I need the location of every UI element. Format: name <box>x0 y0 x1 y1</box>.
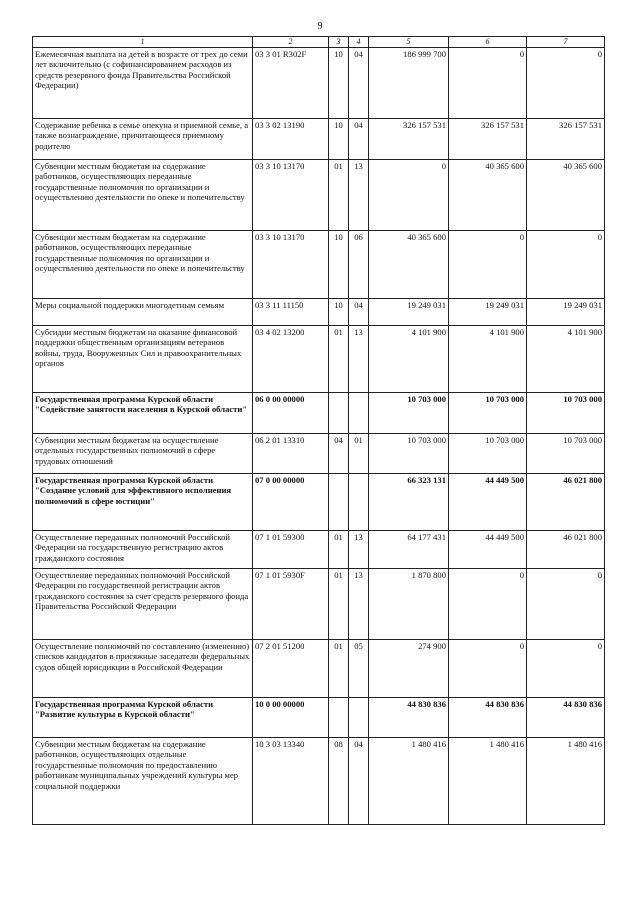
row-code: 03 3 11 11150 <box>253 298 329 325</box>
row-amount-2: 10 703 000 <box>449 392 527 433</box>
row-amount-3: 10 703 000 <box>527 433 605 473</box>
row-section: 01 <box>329 159 349 230</box>
row-section: 10 <box>329 298 349 325</box>
table-row <box>33 298 605 325</box>
row-subsection: 05 <box>349 639 369 697</box>
row-name: Осуществление переданных полномочий Российской Федерации по государственной регистрации актов гражданского состояния за счет средств резервного фонда Правительства Российской Федерации <box>33 568 253 639</box>
row-amount-2: 326 157 531 <box>449 118 527 159</box>
row-amount-2: 4 101 900 <box>449 325 527 392</box>
row-amount-1: 10 703 000 <box>369 433 449 473</box>
row-amount-1: 64 177 431 <box>369 530 449 568</box>
row-subsection: 06 <box>349 230 369 298</box>
column-header-name: 1 <box>33 37 253 48</box>
row-section: 10 <box>329 118 349 159</box>
table-row <box>33 47 605 118</box>
row-subsection <box>349 697 369 737</box>
row-amount-2: 44 449 500 <box>449 473 527 530</box>
row-name: Ежемесячная выплата на детей в возрасте от трех до семи лет включительно (с софинансированием расходов из средств резервного фонда Правительства Российской Федерации) <box>33 47 253 118</box>
row-amount-3: 40 365 600 <box>527 159 605 230</box>
row-section <box>329 697 349 737</box>
row-section: 01 <box>329 530 349 568</box>
row-code: 03 4 02 13200 <box>253 325 329 392</box>
row-amount-1: 274 900 <box>369 639 449 697</box>
row-name: Меры социальной поддержки многодетным семьям <box>33 298 253 325</box>
table-row <box>33 230 605 298</box>
row-code: 10 3 03 13340 <box>253 737 329 824</box>
row-section <box>329 392 349 433</box>
row-amount-2: 40 365 600 <box>449 159 527 230</box>
column-header-section: 3 <box>329 37 349 48</box>
row-code: 03 3 10 13170 <box>253 159 329 230</box>
row-code: 03 3 02 13190 <box>253 118 329 159</box>
row-subsection: 13 <box>349 325 369 392</box>
page-number: 9 <box>317 21 323 32</box>
row-amount-1: 1 870 800 <box>369 568 449 639</box>
row-name: Субвенции местным бюджетам на содержание работников, осуществляющих переданные государственные полномочия по организации и осуществлению деятельности по опеке и попечительству <box>33 230 253 298</box>
row-subsection: 04 <box>349 737 369 824</box>
row-amount-3: 19 249 031 <box>527 298 605 325</box>
program-row <box>33 697 605 737</box>
row-section: 10 <box>329 47 349 118</box>
row-amount-1: 326 157 531 <box>369 118 449 159</box>
row-amount-1: 0 <box>369 159 449 230</box>
row-amount-3: 0 <box>527 568 605 639</box>
table-row <box>33 737 605 824</box>
row-amount-2: 0 <box>449 639 527 697</box>
row-code: 06 2 01 13310 <box>253 433 329 473</box>
program-row <box>33 392 605 433</box>
row-subsection: 01 <box>349 433 369 473</box>
column-header-amount-2: 6 <box>449 37 527 48</box>
row-amount-3: 46 021 800 <box>527 473 605 530</box>
row-name: Осуществление переданных полномочий Российской Федерации на государственную регистрацию актов гражданского состояния <box>33 530 253 568</box>
row-code: 06 0 00 00000 <box>253 392 329 433</box>
row-amount-3: 1 480 416 <box>527 737 605 824</box>
row-name: Осуществление полномочий по составлению (изменению) списков кандидатов в присяжные заседатели федеральных судов общей юрисдикции в Российской Федерации <box>33 639 253 697</box>
row-amount-2: 0 <box>449 47 527 118</box>
row-amount-1: 10 703 000 <box>369 392 449 433</box>
table-row <box>33 639 605 697</box>
row-amount-3: 10 703 000 <box>527 392 605 433</box>
row-amount-3: 0 <box>527 47 605 118</box>
row-code: 03 3 10 13170 <box>253 230 329 298</box>
column-header-code: 2 <box>253 37 329 48</box>
row-subsection <box>349 392 369 433</box>
row-subsection: 13 <box>349 159 369 230</box>
table-row <box>33 159 605 230</box>
row-amount-1: 4 101 900 <box>369 325 449 392</box>
row-amount-3: 0 <box>527 230 605 298</box>
row-code: 07 1 01 59300 <box>253 530 329 568</box>
row-name: Содержание ребенка в семье опекуна и приемной семье, а также вознаграждение, причитающееся приемному родителю <box>33 118 253 159</box>
table-row <box>33 118 605 159</box>
row-amount-1: 44 830 836 <box>369 697 449 737</box>
row-name: Субвенции местным бюджетам на содержание работников, осуществляющих отдельные государственные полномочия по предоставлению работникам муниципальных учреждений культуры мер социальной поддержки <box>33 737 253 824</box>
column-header-subsection: 4 <box>349 37 369 48</box>
row-amount-3: 46 021 800 <box>527 530 605 568</box>
table-header-row <box>33 37 605 48</box>
row-amount-2: 0 <box>449 568 527 639</box>
row-section <box>329 473 349 530</box>
row-subsection: 04 <box>349 118 369 159</box>
table-row <box>33 530 605 568</box>
row-name: Государственная программа Курской области "Развитие культуры в Курской области" <box>33 697 253 737</box>
row-section: 01 <box>329 325 349 392</box>
row-name: Государственная программа Курской области "Содействие занятости населения в Курской области" <box>33 392 253 433</box>
row-amount-2: 44 830 836 <box>449 697 527 737</box>
table-row <box>33 433 605 473</box>
table-row <box>33 325 605 392</box>
row-amount-2: 1 480 416 <box>449 737 527 824</box>
row-code: 03 3 01 R302F <box>253 47 329 118</box>
row-subsection: 04 <box>349 47 369 118</box>
row-subsection: 13 <box>349 568 369 639</box>
row-amount-1: 66 323 131 <box>369 473 449 530</box>
row-section: 08 <box>329 737 349 824</box>
table-row <box>33 568 605 639</box>
row-section: 10 <box>329 230 349 298</box>
program-row <box>33 473 605 530</box>
column-header-amount-1: 5 <box>369 37 449 48</box>
row-amount-3: 44 830 836 <box>527 697 605 737</box>
row-name: Субсидии местным бюджетам на оказание финансовой поддержки общественным организациям ветеранов войны, труда, Вооруженных Сил и правоохранительных органов <box>33 325 253 392</box>
row-section: 01 <box>329 639 349 697</box>
row-amount-3: 0 <box>527 639 605 697</box>
budget-table <box>32 36 605 825</box>
row-name: Субвенции местным бюджетам на осуществление отдельных государственных полномочий в сфере трудовых отношений <box>33 433 253 473</box>
row-amount-2: 44 449 500 <box>449 530 527 568</box>
row-amount-2: 0 <box>449 230 527 298</box>
row-amount-2: 19 249 031 <box>449 298 527 325</box>
row-amount-1: 1 480 416 <box>369 737 449 824</box>
row-name: Субвенции местным бюджетам на содержание работников, осуществляющих переданные государственные полномочия по организации и осуществлению деятельности по опеке и попечительству <box>33 159 253 230</box>
row-subsection <box>349 473 369 530</box>
row-subsection: 04 <box>349 298 369 325</box>
row-amount-2: 10 703 000 <box>449 433 527 473</box>
row-section: 01 <box>329 568 349 639</box>
row-amount-3: 326 157 531 <box>527 118 605 159</box>
row-section: 04 <box>329 433 349 473</box>
row-code: 07 1 01 5930F <box>253 568 329 639</box>
row-name: Государственная программа Курской области "Создание условий для эффективного исполнения полномочий в сфере юстиции" <box>33 473 253 530</box>
column-header-amount-3: 7 <box>527 37 605 48</box>
row-code: 07 0 00 00000 <box>253 473 329 530</box>
row-amount-3: 4 101 900 <box>527 325 605 392</box>
row-amount-1: 19 249 031 <box>369 298 449 325</box>
row-amount-1: 40 365 600 <box>369 230 449 298</box>
row-amount-1: 186 999 700 <box>369 47 449 118</box>
row-subsection: 13 <box>349 530 369 568</box>
row-code: 07 2 01 51200 <box>253 639 329 697</box>
row-code: 10 0 00 00000 <box>253 697 329 737</box>
